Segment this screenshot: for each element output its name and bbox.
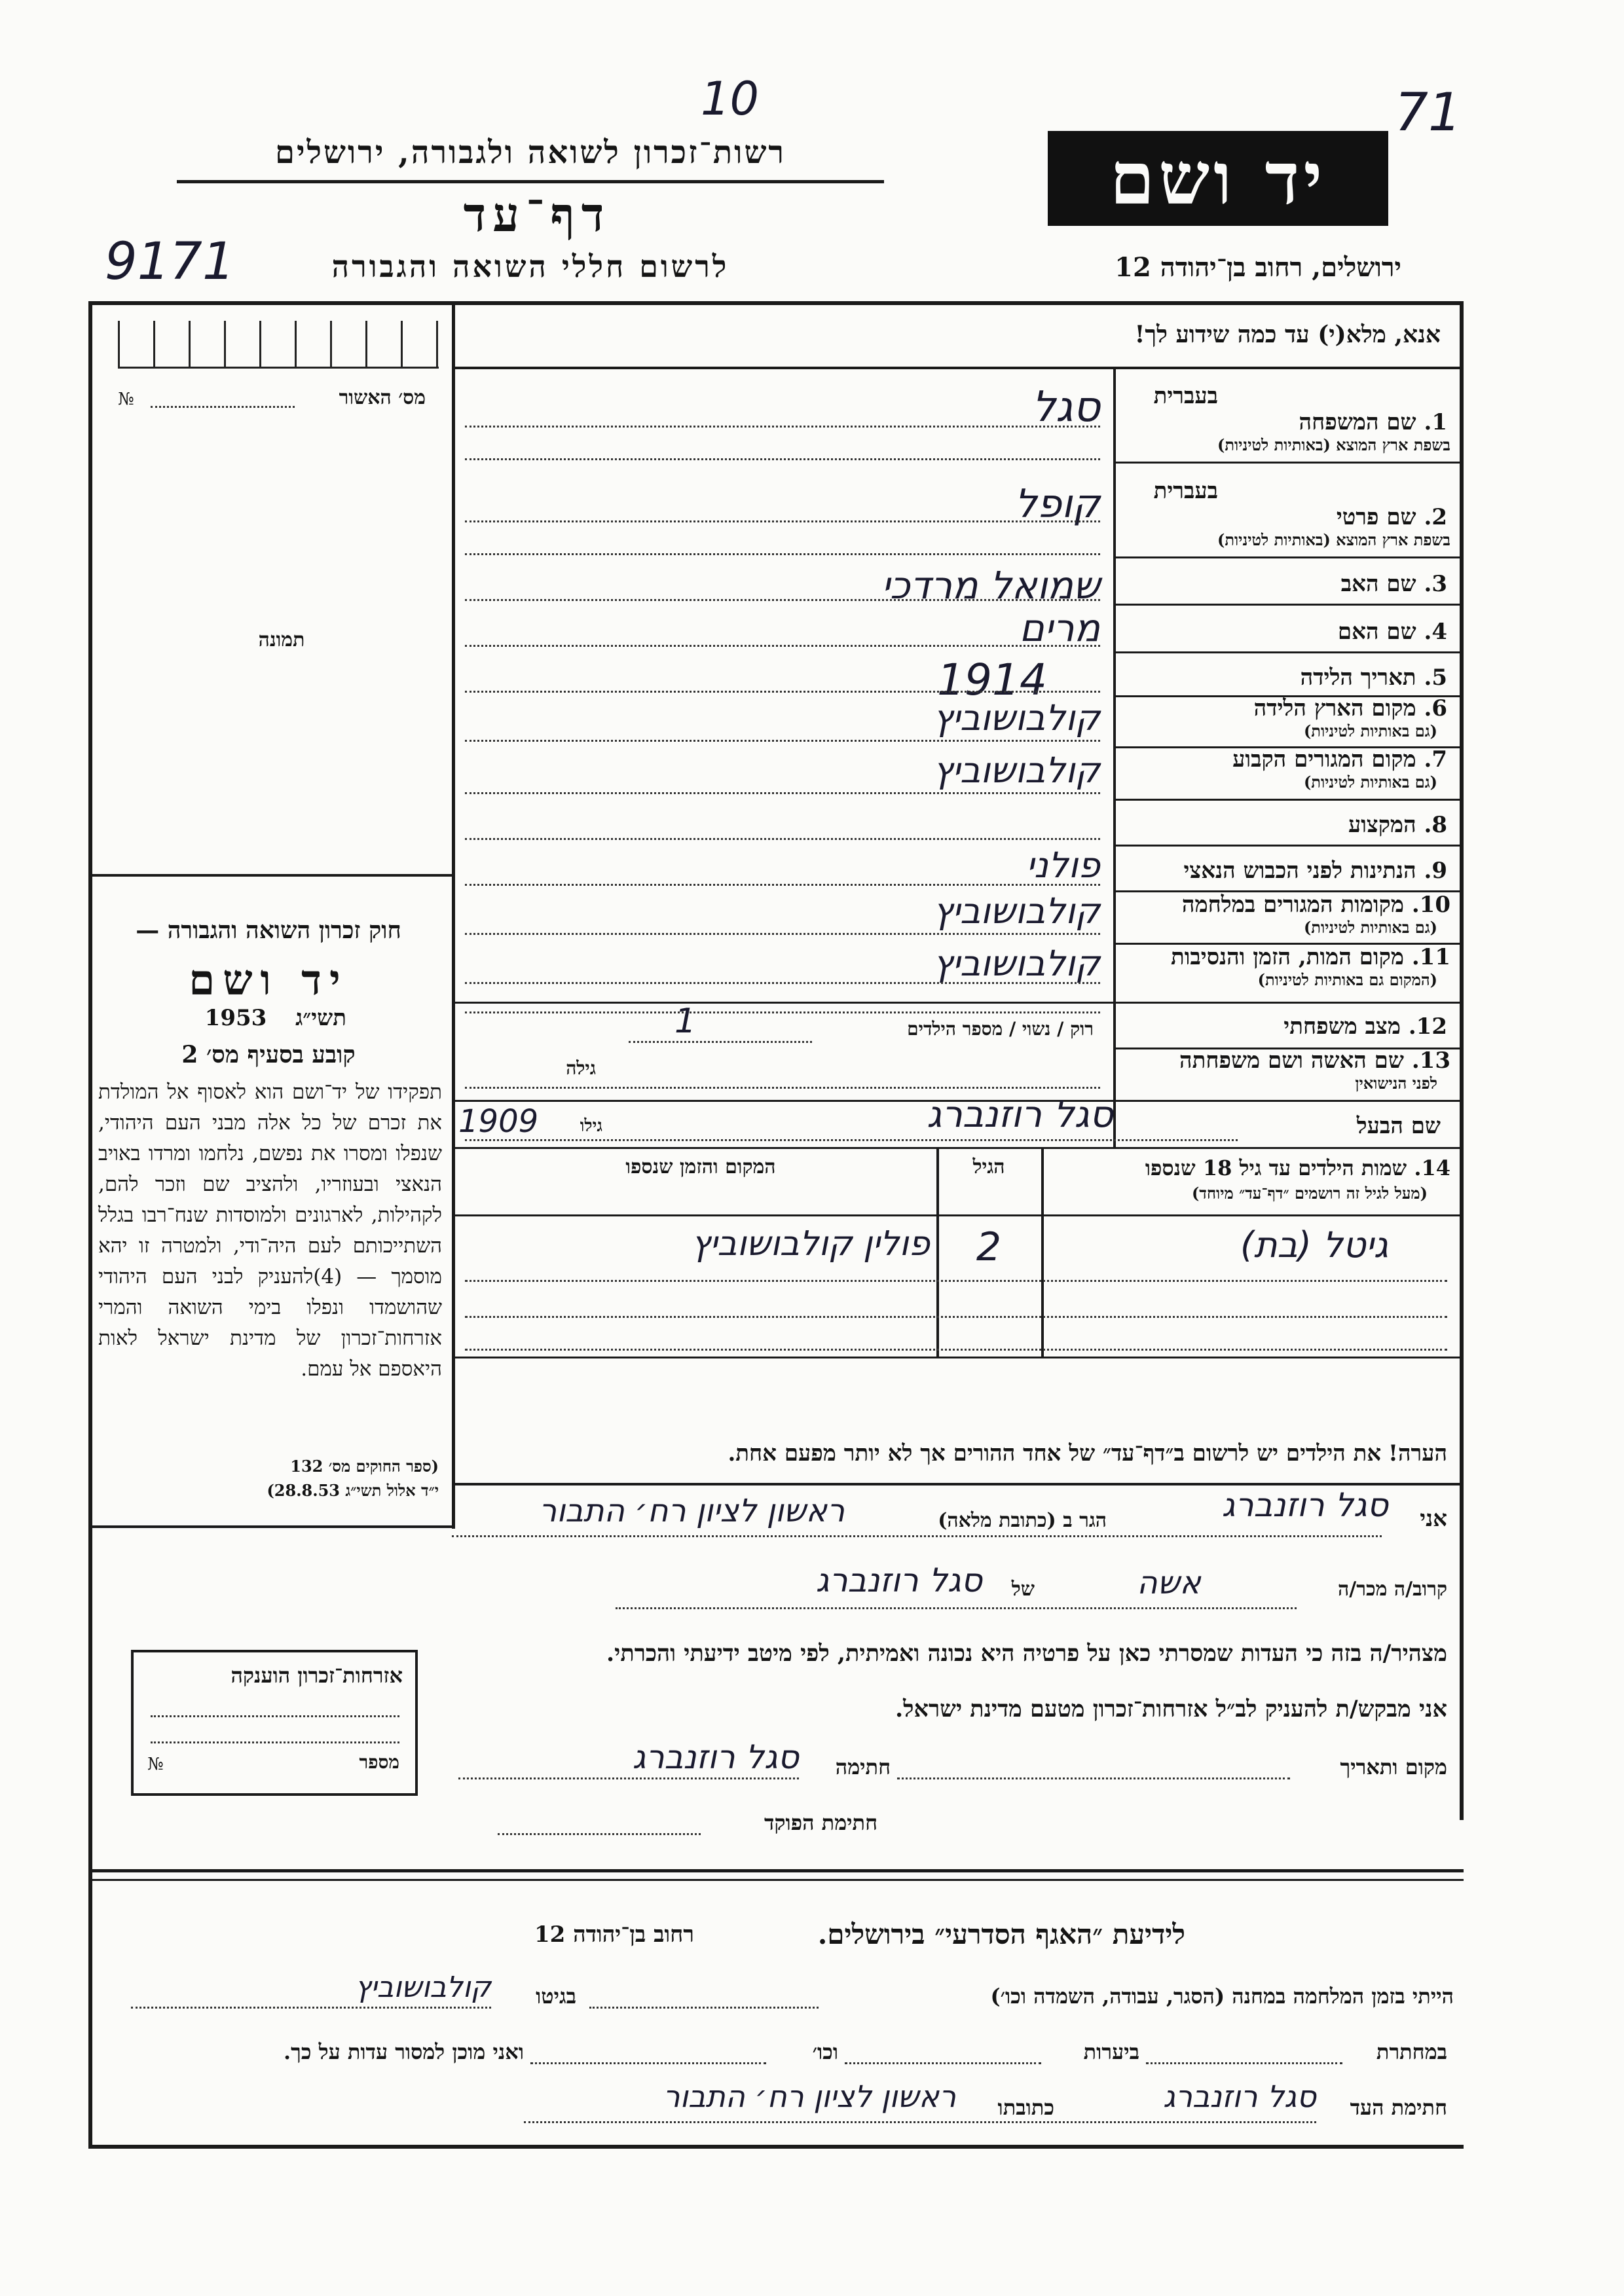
- field-12-name: מצב משפחתי: [1283, 1013, 1401, 1040]
- spouse-line: [465, 1139, 1238, 1141]
- approval-number-field: [151, 406, 295, 408]
- witness-address-value: ראשון לציון רח׳ התבור: [663, 2079, 956, 2114]
- children-bottom-rule: [452, 1357, 1464, 1358]
- field-7-sub: (גם באותיות לטיניות): [1303, 773, 1437, 792]
- law-clause: קובע בסעיף מס׳ 2: [181, 1041, 356, 1068]
- children-row-line-3: [465, 1349, 1447, 1351]
- left-panel-border: [452, 301, 455, 1529]
- field-7-rule: [1113, 799, 1464, 801]
- field-1-latin-note: בשפת ארץ המוצא (באותיות לטיניות): [1217, 435, 1450, 454]
- field-7-name: מקום המגורים הקבוע: [1232, 746, 1416, 773]
- citizenship-number-mark: №: [147, 1755, 164, 1774]
- children-row-line-1: [465, 1280, 1447, 1282]
- field-3-value: שמואל מרדכי: [881, 563, 1100, 608]
- field-4-value: מרים: [1019, 606, 1100, 650]
- of-label: של: [1011, 1578, 1035, 1601]
- field-4-label: [1126, 619, 1447, 645]
- underground-label: במחתרת: [1376, 2039, 1447, 2064]
- citizenship-title: אזרחות־זכרון הוענקה: [231, 1663, 403, 1688]
- citizenship-line-2: [151, 1741, 399, 1743]
- field-1-name: שם המשפחה: [1299, 409, 1416, 435]
- field-3-line: [465, 599, 1100, 601]
- ghetto-field: [131, 2007, 491, 2009]
- witness-i-label: אני: [1420, 1506, 1447, 1532]
- field-11-label: [1116, 944, 1450, 970]
- note-row: [465, 1440, 1447, 1467]
- page-number: 10: [701, 72, 760, 126]
- etc-label: וכו׳: [812, 2039, 838, 2064]
- field-5-value: 1914: [937, 655, 1047, 705]
- label-column-divider: [1113, 368, 1116, 1147]
- field-5-number: 5.: [1424, 665, 1447, 691]
- field-4-line: [465, 645, 1100, 647]
- field-10-sub: (גם באותיות לטיניות): [1303, 918, 1437, 937]
- child-age: 2: [976, 1224, 1002, 1270]
- place-time-header: המקום והזמן שנספו: [625, 1156, 776, 1178]
- field-7-value: קולבושוביץ: [932, 750, 1100, 791]
- born-label: גילו: [580, 1116, 602, 1136]
- field-12-number: 12.: [1408, 1013, 1447, 1040]
- place-date-field: [897, 1777, 1290, 1779]
- children-count: 1: [674, 1002, 697, 1041]
- field-3-label: [1126, 571, 1447, 597]
- field-10-name: מקומות המגורים במלחמה: [1181, 892, 1404, 918]
- of-value: סגל רוזנברג: [815, 1561, 982, 1599]
- place-date-label: מקום ותאריך: [1340, 1755, 1447, 1779]
- field-7-number: 7.: [1424, 746, 1447, 773]
- field-11-number: 11.: [1411, 944, 1450, 970]
- field-11-rule: [452, 1002, 1464, 1004]
- field-1-label: [1126, 409, 1447, 435]
- law-text: תפקידו של יד־ושם הוא לאסוף אל המולדת את זכרם של כל אלה מבני העם היהודי, שנפלו ומסרו את נפשם, נלחמו ומרדו באויב הנאצי ובעוזריו, ולהציב שם וזכר להם, לקהילות, לארגונים ולמוסדות שנח־רבו בגלל השתייכותם לעם היה־ודי, ולמטרה זו יהא מוסמך — (4)להעניק לבני העם היהודי שהושמדו ונפלו בימי השואה והמרי אזרחות־זכרון של מדינת ישראל לאות היאספם אל עמם.: [98, 1080, 442, 1381]
- field-6-name: מקום הארץ הלידה: [1253, 695, 1416, 721]
- spouse-value: סגל רוזנברג: [927, 1093, 1113, 1136]
- photo-divider: [88, 874, 455, 877]
- field-5-label: [1126, 665, 1447, 691]
- form-title: דף־עד: [463, 187, 611, 242]
- field-6-value: קולבושוביץ: [932, 697, 1100, 738]
- field-2-latin-note: בשפת ארץ המוצא (באותיות לטיניות): [1217, 530, 1450, 549]
- file-number: 9171: [105, 232, 235, 291]
- left-panel-bottom: [88, 1525, 455, 1528]
- field-13-line: [465, 1087, 1100, 1089]
- field-8-number: 8.: [1424, 812, 1447, 838]
- field-3-number: 3.: [1424, 571, 1447, 597]
- citizenship-line-1: [151, 1715, 399, 1717]
- witness-address: ראשון לציון רח׳ התבור: [539, 1493, 845, 1529]
- children-count-line: [629, 1041, 812, 1043]
- archive-rule-2: [88, 1879, 1464, 1881]
- field-9-value: פולני: [1026, 845, 1100, 886]
- field-6-line: [465, 740, 1100, 742]
- witness-line-2: [616, 1607, 1297, 1609]
- law-name: יד ושם: [189, 956, 348, 1005]
- field-5-name: תאריך הלידה: [1300, 665, 1416, 691]
- testimony-statement: ואני מוכן למסור עדות על כך.: [283, 2039, 524, 2064]
- children-col-1: [936, 1147, 939, 1357]
- photo-label: תמונה: [258, 629, 305, 651]
- field-2-value: קופל: [1014, 481, 1100, 527]
- field-1-number: 1.: [1424, 409, 1447, 435]
- signature-value: סגל רוזנברג: [632, 1738, 799, 1776]
- field-4-name: שם האם: [1337, 619, 1416, 645]
- form-intro: אנא, מלא(י) עד כמה שידוע לך!: [1134, 321, 1441, 348]
- header-rule: [177, 180, 884, 183]
- law-year-hebrew: תשי״ג: [295, 1005, 346, 1031]
- field-13-label: [1116, 1048, 1450, 1074]
- field-3-name: שם האב: [1340, 571, 1416, 597]
- archive-title: לידיעת ״האגף הסדרעי״ בירושלים.: [817, 1918, 1185, 1950]
- signature-field: [458, 1777, 799, 1779]
- field-13-sub: לפני הנישואין: [1355, 1074, 1437, 1093]
- note-rule: [452, 1483, 1464, 1485]
- child-name: גיטל (בת): [1240, 1224, 1388, 1266]
- children-header-rule: [452, 1214, 1464, 1216]
- field-9-line: [465, 884, 1100, 886]
- witness-line-1: [452, 1535, 1382, 1537]
- archive-line-1: הייתי בזמן המלחמה במחנה (הסגר, עבודה, השמדה וכו׳): [990, 1984, 1454, 2009]
- authority-name: רשות־זכרון לשואה ולגבורה, ירושלים: [274, 134, 786, 171]
- field-2-line-b: [465, 553, 1100, 555]
- citizenship-number-label: מספר: [359, 1751, 399, 1773]
- etc-field: [530, 2062, 766, 2064]
- approval-number-mark: №: [118, 390, 134, 409]
- witness-name: סגל רוזנברג: [1221, 1486, 1388, 1524]
- address: ירושלים, רחוב בן־יהודה 12: [1115, 252, 1401, 283]
- camp-field: [589, 2007, 819, 2009]
- marital-options: רוק / נשוי / מספר הילדים: [907, 1018, 1094, 1040]
- law-reference-2: י״ד אלול תשי״ג 28.8.53): [267, 1481, 439, 1500]
- forests-label: ביערות: [1083, 2039, 1139, 2064]
- field-4-number: 4.: [1424, 619, 1447, 645]
- field-5-line: [465, 691, 1100, 693]
- child-place: פולין קולבושוביץ: [691, 1224, 930, 1264]
- field-2-number: 2.: [1424, 504, 1447, 530]
- witness-signature-value: סגל רוזנברג: [1163, 2079, 1316, 2114]
- law-reference-1: (ספר החוקים מס׳ 132: [290, 1457, 439, 1476]
- field-6-label: [1126, 695, 1447, 721]
- form-subtitle: לרשום חללי השואה והגבורה: [331, 249, 729, 284]
- field-1-line-b: [465, 458, 1100, 460]
- field-11-value: קולבושוביץ: [932, 943, 1100, 984]
- corner-number: 71: [1395, 82, 1462, 143]
- field-10-number: 10.: [1411, 892, 1450, 918]
- law-year: 1953: [204, 1005, 267, 1031]
- witness-address-label: כתובתו: [997, 2095, 1054, 2120]
- age-label: גילה: [566, 1057, 596, 1079]
- field-2-rule: [1113, 556, 1464, 558]
- field-9-label: [1126, 858, 1447, 884]
- ghetto-label: בגיטו: [536, 1984, 576, 2009]
- field-8-rule: [1113, 845, 1464, 847]
- forests-field: [845, 2062, 1041, 2064]
- field-2-name: שם פרטי: [1336, 504, 1416, 530]
- tick-boxes: [118, 321, 439, 369]
- approval-number-label: מס׳ האשור: [339, 386, 426, 409]
- resident-label: הגר ב (כתובת מלאה): [938, 1509, 1107, 1532]
- field-11-sub: (המקום גם באותיות לטיניות): [1257, 970, 1437, 989]
- signature-label: חתימה: [835, 1755, 891, 1779]
- field-11-line-a: [465, 982, 1100, 984]
- field-13-name: שם האשה ושם משפחתה: [1179, 1048, 1404, 1074]
- field-9-number: 9.: [1424, 858, 1447, 884]
- archive-rule-1: [88, 1869, 1464, 1872]
- children-header: 14. שמות הילדים עד גיל 18 שנספו: [1145, 1156, 1450, 1180]
- field-11-line-b: [465, 1011, 1100, 1013]
- relation-value: אשה: [1137, 1565, 1201, 1601]
- underground-field: [1146, 2062, 1342, 2064]
- ghetto-value: קולבושוביץ: [355, 1971, 491, 2004]
- field-7-label: [1126, 746, 1447, 773]
- children-row-line-2: [465, 1316, 1447, 1318]
- age-header: הגיל: [972, 1156, 1005, 1178]
- note-label: הערה!: [1388, 1440, 1447, 1467]
- field-2-label: [1126, 504, 1447, 530]
- husband-rule: [452, 1147, 1464, 1149]
- field-8-name: המקצוע: [1348, 812, 1416, 838]
- logo: יד ושם: [1048, 131, 1388, 226]
- field-10-value: קולבושוביץ: [932, 890, 1100, 932]
- field-8-line: [465, 838, 1100, 840]
- clerk-signature-label: חתימת הפוקד: [764, 1810, 877, 1835]
- field-10-line: [465, 933, 1100, 935]
- note-text: את הילדים יש לרשום ב״דף־עד״ של אחד ההורים אך לא יותר מפעם אחת.: [728, 1440, 1382, 1467]
- archive-address: רחוב בן־יהודה 12: [534, 1922, 694, 1948]
- declaration: מצהיר/ה בזה כי העדות שמסרתי כאן על פרטיה היא נכונה ואמיתית, לפי מיטב ידיעתי והכרתי.: [606, 1640, 1447, 1667]
- field-2-line-a: [465, 520, 1100, 522]
- frame-bottom: [88, 2145, 1464, 2149]
- frame-right: [1460, 301, 1464, 1820]
- field-7-line: [465, 792, 1100, 794]
- field-12-label: [1126, 1013, 1447, 1040]
- field-8-label: [1126, 812, 1447, 838]
- field-1-rule: [1113, 462, 1464, 464]
- field-13-number: 13.: [1411, 1048, 1450, 1074]
- field-1-value: סגל: [1031, 383, 1100, 431]
- field-10-label: [1116, 892, 1450, 918]
- witness-signature-label: חתימת העד: [1350, 2095, 1447, 2120]
- spouse-year: 1909: [458, 1103, 539, 1140]
- field-3-rule: [1113, 604, 1464, 606]
- field-4-rule: [1113, 651, 1464, 653]
- field-1-line-a: [465, 426, 1100, 428]
- field-9-name: הנתינות לפני הכבוש הנאצי: [1183, 858, 1416, 884]
- field-11-name: מקום המות, הזמן והנסיבות: [1170, 944, 1404, 970]
- frame-top: [88, 301, 1464, 305]
- citizenship-request: אני מבקש/ת להעניק לב״ל אזרחות־זכרון מטעם מדינת ישראל.: [895, 1696, 1447, 1722]
- intro-rule: [452, 367, 1464, 369]
- field-6-number: 6.: [1424, 695, 1447, 721]
- clerk-signature-field: [498, 1833, 701, 1835]
- field-1-in-hebrew: בעברית: [1153, 383, 1218, 409]
- field-6-sub: (גם באותיות לטיניות): [1303, 721, 1437, 740]
- law-title: חוק זכרון השואה והגבורה —: [136, 917, 401, 944]
- husband-label: שם הבעל: [1356, 1113, 1441, 1139]
- field-2-in-hebrew: בעברית: [1153, 478, 1218, 504]
- relative-label: קרוב/ה מכר/ה: [1338, 1578, 1447, 1601]
- witness-signature-field: [524, 2121, 1316, 2123]
- children-subheader: (מעל לגיל זה רושמים ״דף־עד״ מיוחד): [1191, 1184, 1428, 1203]
- children-col-2: [1041, 1147, 1044, 1357]
